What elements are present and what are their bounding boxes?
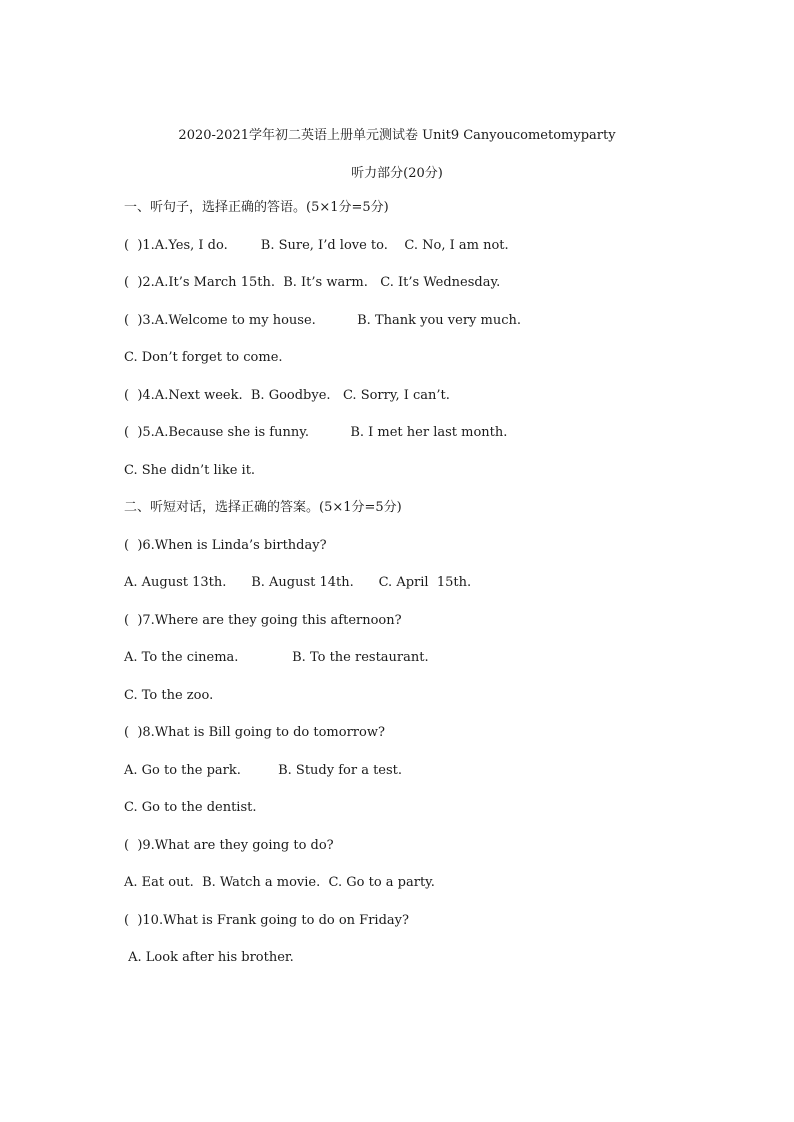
question-6: ( )6.When is Linda’s birthday? (124, 538, 327, 553)
question-7: ( )7.Where are they going this afternoon? (124, 613, 402, 628)
question-6-options: A. August 13th. B. August 14th. C. April 15th. (124, 575, 472, 590)
question-3: ( )3.A.Welcome to my house. B. Thank you very much. (124, 313, 522, 328)
question-8: ( )8.What is Bill going to do tomorrow? (124, 725, 385, 740)
question-7-option-c: C. To the zoo. (124, 688, 214, 703)
question-8-option-c: C. Go to the dentist. (124, 800, 257, 815)
question-5-option-c: C. She didn’t like it. (124, 463, 256, 478)
question-2: ( )2.A.It’s March 15th. B. It’s warm. C. It’s Wednesday. (124, 275, 501, 290)
page-title: 2020-2021学年初二英语上册单元测试卷 Unit9 Canyoucometomyparty (178, 128, 616, 143)
question-7-options: A. To the cinema. B. To the restaurant. (124, 650, 429, 665)
question-9-options: A. Eat out. B. Watch a movie. C. Go to a party. (124, 875, 435, 890)
question-8-options: A. Go to the park. B. Study for a test. (124, 763, 403, 778)
question-1: ( )1.A.Yes, I do. B. Sure, I’d love to. C. No, I am not. (124, 238, 509, 253)
section-heading-2: 二、听短对话，选择正确的答案。(5×1分=5分) (124, 500, 402, 515)
question-10-option-a: A. Look after his brother. (124, 950, 294, 965)
question-4: ( )4.A.Next week. B. Goodbye. C. Sorry, I can’t. (124, 388, 450, 403)
question-3-option-c: C. Don’t forget to come. (124, 350, 283, 365)
question-9: ( )9.What are they going to do? (124, 838, 334, 853)
question-10: ( )10.What is Frank going to do on Friday? (124, 913, 409, 928)
section-heading-1: 一、听句子，选择正确的答语。(5×1分=5分) (124, 200, 389, 215)
question-5: ( )5.A.Because she is funny. B. I met her last month. (124, 425, 508, 440)
section-title-listening: 听力部分(20分) (351, 166, 443, 181)
